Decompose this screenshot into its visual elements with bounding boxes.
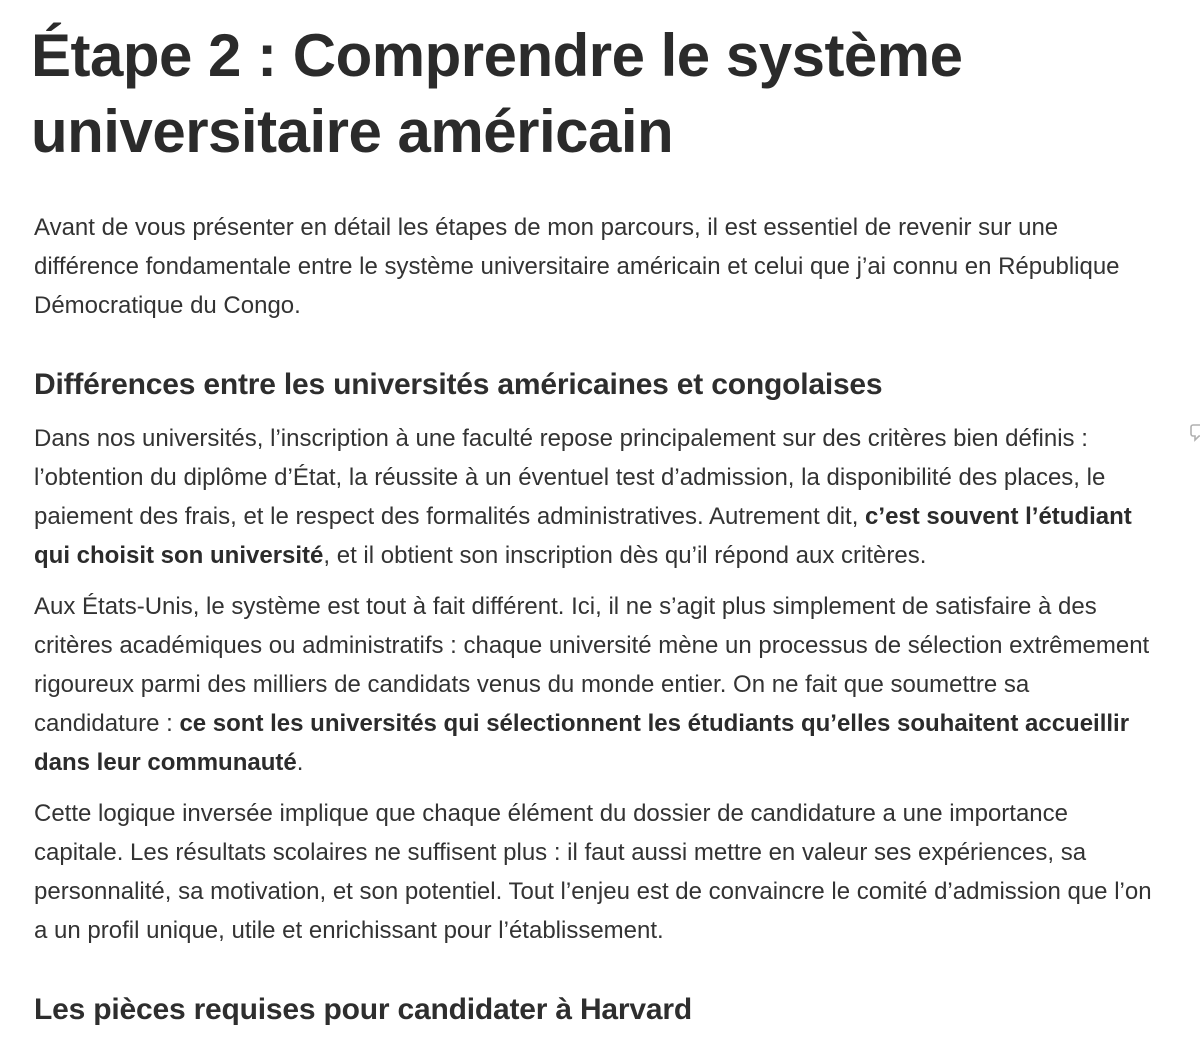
paragraph-1	[34, 419, 1159, 575]
comment-icon[interactable]	[1190, 422, 1200, 442]
paragraph-2	[34, 587, 1159, 782]
paragraph-1-text: Dans nos universités, l’inscription à une faculté repose principalement sur des critères bien définis : l’obtention du diplôme d’État, la réussite à un éventuel test d’admission, la disponibilité des places, le paiement des frais, et le respect des formalités administratives. Autrement dit,	[34, 425, 1106, 530]
next-section-heading: Les pièces requises pour candidater à Harvard	[34, 993, 692, 1026]
intro-paragraph: Avant de vous présenter en détail les étapes de mon parcours, il est essentiel de revenir sur une différence fondamentale entre le système universitaire américain et celui que j’ai connu en République Démocratique du Congo.	[34, 214, 1120, 319]
comment-icon-glyph	[1190, 422, 1200, 442]
paragraph-2-emphasis: ce sont les universités qui sélectionnent les étudiants qu’elles souhaitent accueillir dans leur communauté	[34, 710, 1130, 776]
section-heading: Différences entre les universités américaines et congolaises	[34, 368, 883, 401]
paragraph-1-text-end: , et il obtient son inscription dès qu’il répond aux critères.	[323, 542, 927, 569]
paragraph-3: Cette logique inversée implique que chaque élément du dossier de candidature a une importance capitale. Les résultats scolaires ne suffisent plus : il faut aussi mettre en valeur ses expériences, sa personnalité, sa motivation, et son potentiel. Tout l’enjeu est de convaincre le comité d’admission que l’on a un profil unique, utile et enrichissant pour l’établissement.	[34, 800, 1152, 944]
paragraph-2-text: Aux États-Unis, le système est tout à fait différent. Ici, il ne s’agit plus simplement de satisfaire à des critères académiques ou administratifs : chaque université mène un processus de sélection extrêmement rigoureux parmi des milliers de candidats venus du monde entier. On ne fait que soumettre sa candidature :	[34, 593, 1150, 737]
page-title: Étape 2 : Comprendre le système universitaire américain	[31, 22, 963, 165]
paragraph-2-text-end: .	[296, 749, 304, 776]
paragraph-1-emphasis: c’est souvent l’étudiant qui choisit son université	[34, 503, 1132, 569]
article	[31, 18, 1159, 1030]
